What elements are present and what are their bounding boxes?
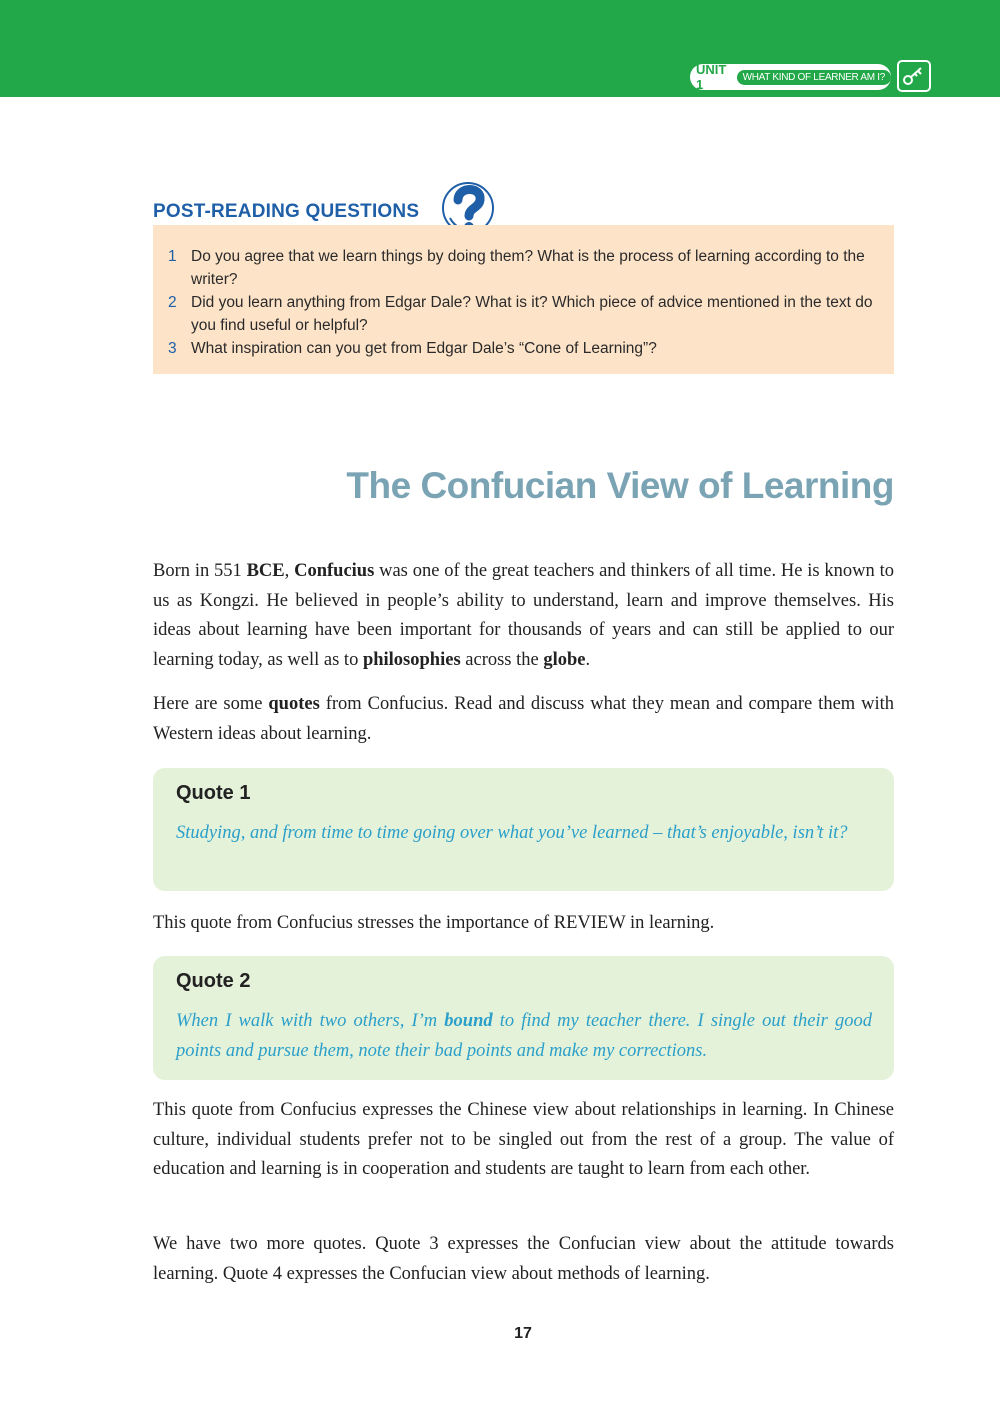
question-text: Do you agree that we learn things by doing them? What is the process of learning according to the writer? (191, 248, 865, 288)
unit-title: WHAT KIND OF LEARNER AM I? (737, 70, 891, 85)
list-item (153, 245, 894, 291)
after-quote-2-paragraph: This quote from Confucius expresses the Chinese view about relationships in learning. In Chinese culture, individual students prefer not to be singled out from the rest of a group. The value of education and learning is in cooperation and students are taught to learn from each other. (153, 1100, 894, 1179)
list-item (153, 337, 894, 360)
question-number: 2 (168, 294, 177, 311)
after-quote-1-paragraph: This quote from Confucius stresses the importance of REVIEW in learning. (153, 913, 715, 933)
section-title: The Confucian View of Learning (346, 465, 894, 506)
question-text: Did you learn anything from Edgar Dale? What is it? Which piece of advice mentioned in the text do you find useful or helpful? (191, 294, 873, 334)
key-icon (897, 60, 931, 92)
unit-label: UNIT 1 (696, 62, 727, 92)
list-item (153, 291, 894, 337)
quote-2-text: When I walk with two others, I’m bound to find my teacher there. I single out their good points and pursue them, note their bad points and make my corrections. (176, 1011, 872, 1061)
question-number: 3 (168, 340, 177, 357)
quotes-intro-paragraph: Here are some quotes from Confucius. Read and discuss what they mean and compare them with Western ideas about learning. (153, 694, 894, 744)
quote-1-title: Quote 1 (176, 782, 251, 804)
intro-paragraph: Born in 551 BCE, Confucius was one of the great teachers and thinkers of all time. He is known to us as Kongzi. He believed in people’s ability to understand, learn and improve themselves. His ideas about learning have been important for thousands of years and can still be applied to our learning today, as well as to philosophies across the globe. (153, 561, 895, 670)
unit-badge (690, 64, 891, 90)
quote-2-title: Quote 2 (176, 970, 251, 992)
page-number: 17 (514, 1325, 532, 1342)
quote-2-box (153, 956, 894, 1080)
header-band (0, 0, 1000, 97)
quote-1-text: Studying, and from time to time going over what you’ve learned – that’s enjoyable, isn’t it? (176, 823, 848, 843)
post-reading-box (153, 225, 894, 374)
closing-paragraph: We have two more quotes. Quote 3 expresses the Confucian view about the attitude towards learning. Quote 4 expresses the Confucian view about methods of learning. (153, 1234, 894, 1284)
quote-1-box (153, 768, 894, 891)
question-number: 1 (168, 248, 177, 265)
question-text: What inspiration can you get from Edgar Dale’s “Cone of Learning”? (191, 340, 657, 357)
post-reading-list (153, 245, 894, 360)
post-reading-heading: POST-READING QUESTIONS (153, 201, 420, 222)
